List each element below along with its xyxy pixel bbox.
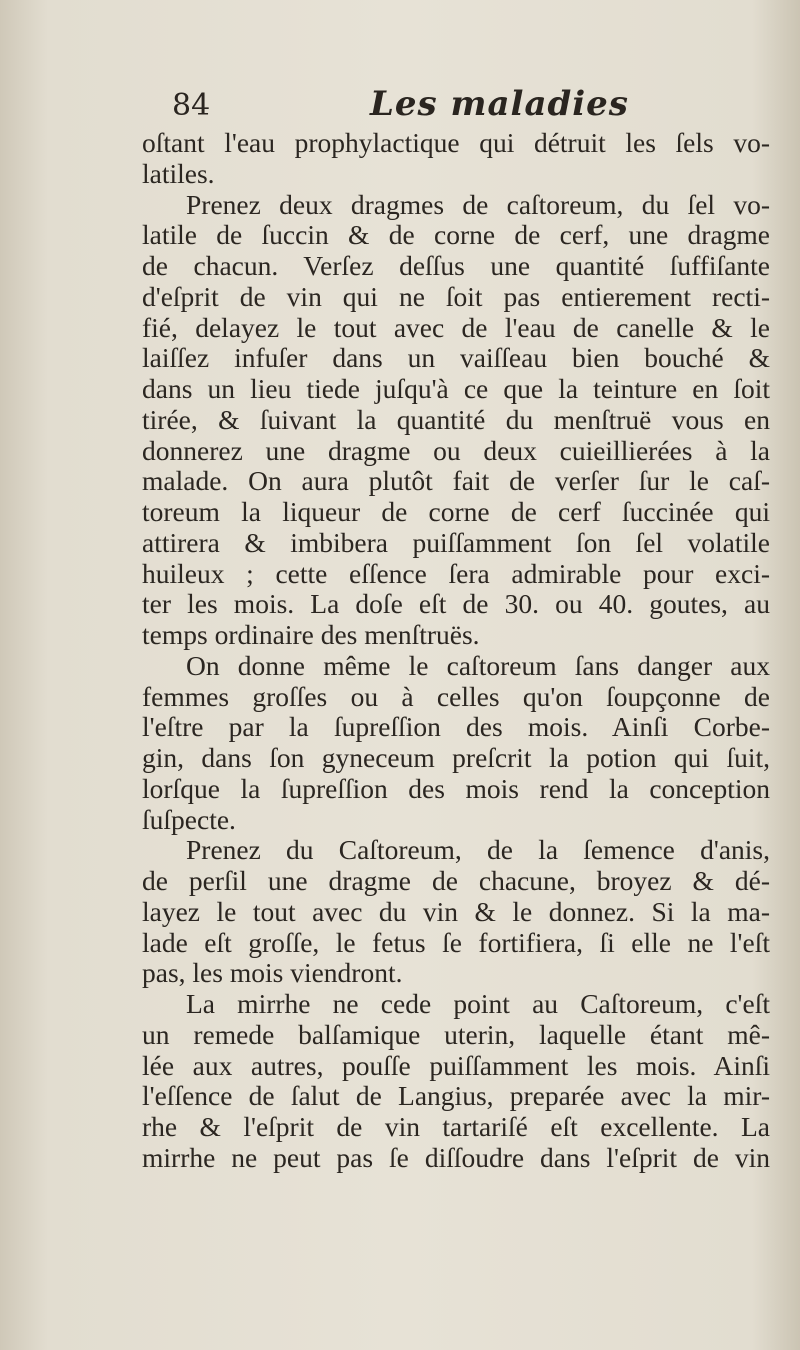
text-line: lade eſt groſſe, le fetus ſe fortifiera, ſi elle ne l'eſt xyxy=(142,926,770,958)
text-line: attirera & imbibera puiſſamment ſon ſel volatile xyxy=(142,526,770,558)
text-line: de chacun. Verſez deſſus une quantité ſuffiſante xyxy=(142,250,770,281)
text-line: rhe & l'eſprit de vin tartariſé eſt excellente. La xyxy=(142,1111,770,1142)
page-number: 84 xyxy=(172,88,211,123)
text-line: tirée, & ſuivant la quantité du menſtruë vous en xyxy=(142,403,770,435)
text-line: gin, dans ſon gyneceum preſcrit la potion qui ſuit, xyxy=(142,742,770,773)
text-line: La mirrhe ne cede point au Caſtoreum, c'eſt xyxy=(186,988,770,1019)
text-line: oſtant l'eau prophylactique qui détruit les ſels vo- xyxy=(142,127,770,158)
text-line: toreum la liqueur de corne de cerf ſuccinée qui xyxy=(142,496,770,527)
text-line: layez le tout avec du vin & le donnez. Si la ma- xyxy=(142,895,770,927)
text-line: lée aux autres, pouſſe puiſſamment les mois. Ainſi xyxy=(142,1049,770,1081)
text-line: mirrhe ne peut pas ſe diſſoudre dans l'eſprit de vin xyxy=(142,1141,770,1173)
running-head xyxy=(172,78,772,126)
text-line: de perſil une dragme de chacune, broyez & dé- xyxy=(142,865,770,896)
running-title: Les maladies xyxy=(370,84,629,124)
text-line: femmes groſſes ou à celles qu'on ſoupçonne de xyxy=(142,680,770,712)
text-line: pas, les mois viendront. xyxy=(142,957,403,989)
text-line: latile de ſuccin & de corne de cerf, une dragme xyxy=(142,219,770,251)
text-line: Prenez deux dragmes de caſtoreum, du ſel vo- xyxy=(186,188,770,220)
text-line: l'eſtre par la ſupreſſion des mois. Ainſi Corbe- xyxy=(142,711,770,743)
text-line: latiles. xyxy=(142,157,215,189)
text-line: ter les mois. La doſe eſt de 30. ou 40. goutes, au xyxy=(142,588,770,620)
text-line: fié, delayez le tout avec de l'eau de canelle & le xyxy=(142,311,770,343)
text-line: lorſque la ſupreſſion des mois rend la conception xyxy=(142,772,770,804)
text-line: donnerez une dragme ou deux cuieillierées à la xyxy=(142,434,770,466)
text-line: Prenez du Caſtoreum, de la ſemence d'anis, xyxy=(186,834,770,866)
text-line: On donne même le caſtoreum ſans danger aux xyxy=(186,649,770,681)
text-line: d'eſprit de vin qui ne ſoit pas entierement recti- xyxy=(142,280,770,312)
text-line: laiſſez infuſer dans un vaiſſeau bien bouché & xyxy=(142,342,770,374)
text-line: un remede balſamique uterin, laquelle étant mê- xyxy=(142,1018,770,1050)
text-line: ſuſpecte. xyxy=(142,803,236,835)
text-line: dans un lieu tiede juſqu'à ce que la teinture en ſoit xyxy=(142,373,770,404)
text-line: malade. On aura plutôt fait de verſer ſur le caſ- xyxy=(142,465,770,497)
text-line: huileux ; cette eſſence ſera admirable pour exci- xyxy=(142,557,770,589)
body-text xyxy=(142,128,770,1174)
text-line: temps ordinaire des menſtruës. xyxy=(142,619,480,650)
text-line: l'eſſence de ſalut de Langius, preparée avec la mir- xyxy=(142,1080,770,1112)
